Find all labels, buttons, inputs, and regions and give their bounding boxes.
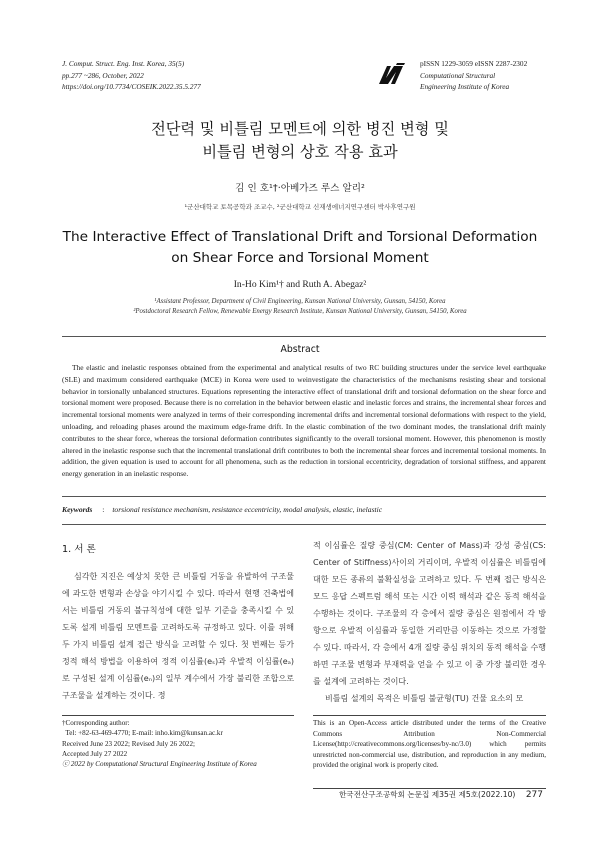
author-contact[interactable]: Tel: +82-63-469-4770; E-mail: inho.kim@kunsan.ac.kr xyxy=(62,729,223,738)
journal-pages: pp.277 ~286, October, 2022 xyxy=(62,70,144,80)
cosek-logo-icon xyxy=(377,60,407,88)
footnote-rule-left xyxy=(62,715,294,716)
corresponding-author-label: †Corresponding author: xyxy=(62,719,130,727)
abstract-heading: Abstract xyxy=(280,344,320,355)
keywords-bottom-rule xyxy=(62,524,546,525)
journal-citation: J. Comput. Struct. Eng. Inst. Korea, 35(5) xyxy=(62,59,185,68)
english-title-line1: The Interactive Effect of Translational Drift and Torsional Deformation xyxy=(62,229,538,245)
korean-authors: 김 인 호¹†·아베가즈 루스 알리² xyxy=(235,183,365,194)
received-dates: Received June 23 2022; Revised July 26 2022; xyxy=(62,739,195,748)
page-footer xyxy=(0,789,543,800)
keywords-label: Keywords xyxy=(62,505,93,514)
english-title xyxy=(0,227,600,269)
korean-title xyxy=(0,118,600,164)
english-authors: In-Ho Kim¹† and Ruth A. Abegaz² xyxy=(233,279,367,290)
publisher-line1: Computational Structural xyxy=(420,70,496,80)
keywords-line xyxy=(62,505,546,514)
affiliation-2: ²Postdoctoral Research Fellow, Renewable Energy Research Institute, Kunsan National University, Gunsan, 54150, Korea xyxy=(133,308,467,315)
publisher-line2: Engineering Institute of Korea xyxy=(420,82,510,91)
copyright-notice: ⓒ 2022 by Computational Structural Engineering Institute of Korea xyxy=(62,760,257,769)
doi-link[interactable]: https://doi.org/10.7734/COSEIK.2022.35.5.277 xyxy=(62,82,201,91)
page-number: 277 xyxy=(525,790,543,800)
korean-affiliation: ¹군산대학교 토목공학과 조교수, ²군산대학교 신재생에너지연구센터 박사후연구원 xyxy=(184,203,416,211)
open-access-notice: This is an Open-Access article distributed under the terms of the Creative Commons Attribution Non-Commercial License(http://creativecommons.org/licenses/by-nc/3.0) which permits unrestricted non-commercial use, distribution, and reproduction in any medium, provided the original work is properly cited. xyxy=(313,719,546,769)
journal-header-left xyxy=(62,58,201,93)
correspondence-footnote xyxy=(62,718,302,769)
affiliation-1: ¹Assistant Professor, Department of Civil Engineering, Kunsan National University, Gunsan, 54150, Korea xyxy=(154,298,446,305)
footer-journal-issue: 한국전산구조공학회 논문집 제35권 제5호(2022.10) xyxy=(338,790,516,799)
accepted-date: Accepted July 27 2022 xyxy=(62,749,128,758)
abstract-text: The elastic and inelastic responses obtained from the experimental and analytical results of two RC building structures under the service level earthquake (SLE) and maximum considered earthquake (MCE) in Korea were used to weinvestigate the characteristics of the mechanisms resisting shear and torsional behavior in torsionally unbalanced structures. Equations representing the interactive effect of translational drift and torsional deformation on the shear force and torsional moment were proposed. Because there is no correlation in the behavior between elastic and inelastic forces and strains, the incremental shear forces and incremental torsional moments were analyzed in terms of their corresponding incremental drifts and incremental torsional deformations with respect to the yield, unloading, and reloading phases around the maximum edge-frame drift. In the elastic combination of the two dominant modes, the translational drift mainly contributes to the shear force, whereas the torsional deformation contributes significantly to the overall torsional moment. However, this phenomenon is mostly altered in the inelastic response such that the incremental translational drift contributes to both the incremental shear forces and incremental torsional moments. In addition, the given equation is used to account for all phenomena, such as the reduction in torsional eccentricity, degradation of torsional stiffness, and apparent energy generation in an inelastic response. xyxy=(62,363,546,479)
issn: pISSN 1229-3059 eISSN 2287-2302 xyxy=(420,59,528,68)
english-affiliation xyxy=(0,297,600,317)
keywords-separator: : xyxy=(102,505,105,514)
footnote-rule-right xyxy=(313,715,546,716)
section-title-introduction: 1. 서 론 xyxy=(62,544,96,555)
abstract-bottom-rule xyxy=(62,496,546,497)
korean-title-line1: 전단력 및 비틀림 모멘트에 의한 병진 변형 및 xyxy=(151,120,449,138)
body-left-column: 심각한 지진은 예상치 못한 큰 비틀림 거동을 유발하여 구조물에 과도한 변형과 손상을 야기시킬 수 있다. 따라서 현행 건축법에서는 비틀림 거동의 불규칙성에 대한 일부 기준을 충족시킬 수 있도록 설계 비틀림 모멘트를 고려하도록 규정하고 있다. 이를 위해 두 가지 비틀림 설계 접근 방식을 고려할 수 있다. 첫 번째는 등가 정적 해석 방법을 이용하여 정적 이심률(eₛ)과 우발적 이심률(eₐ)로 구성된 설계 이심률(eₙ)의 일부 계수에서 가장 불리한 조합으로 구조물을 설계하는 것이다. 정 xyxy=(62,572,294,700)
body-right-column xyxy=(313,537,546,707)
right-paragraph-1: 적 이심률은 질량 중심(CM: Center of Mass)과 강성 중심(CS: Center of Stiffness)사이의 거리이며, 우발적 이심률은 비틀림에 대한 모든 종류의 불확실성을 고려하고 있다. 두 번째 접근 방식은 모드 응답 스펙트럼 해석 또는 시간 이력 해석과 같은 동적 해석을 수행하는 것이다. 구조물의 각 층에서 질량 중심은 원점에서 각 방향으로 우발적 이심률과 동일한 거리만큼 이동하는 것으로 가정할 수 있다. 따라서, 각 층에서 4개 질량 중심 위치의 동적 해석을 수행하면 구조물 변형과 부재력을 얻을 수 있고 이 중 가장 불리한 경우를 설계에 고려하는 것이다. xyxy=(313,541,546,686)
abstract-top-rule xyxy=(62,336,546,337)
keywords-values: torsional resistance mechanism, resistance eccentricity, modal analysis, elastic, inelastic xyxy=(112,505,383,514)
right-paragraph-2: 비틀림 설계의 목적은 비틀림 불균형(TU) 건물 요소의 모 xyxy=(325,694,524,703)
korean-title-line2: 비틀림 변형의 상호 작용 효과 xyxy=(202,143,398,161)
journal-header-right xyxy=(420,58,527,93)
english-title-line2: on Shear Force and Torsional Moment xyxy=(171,250,429,266)
